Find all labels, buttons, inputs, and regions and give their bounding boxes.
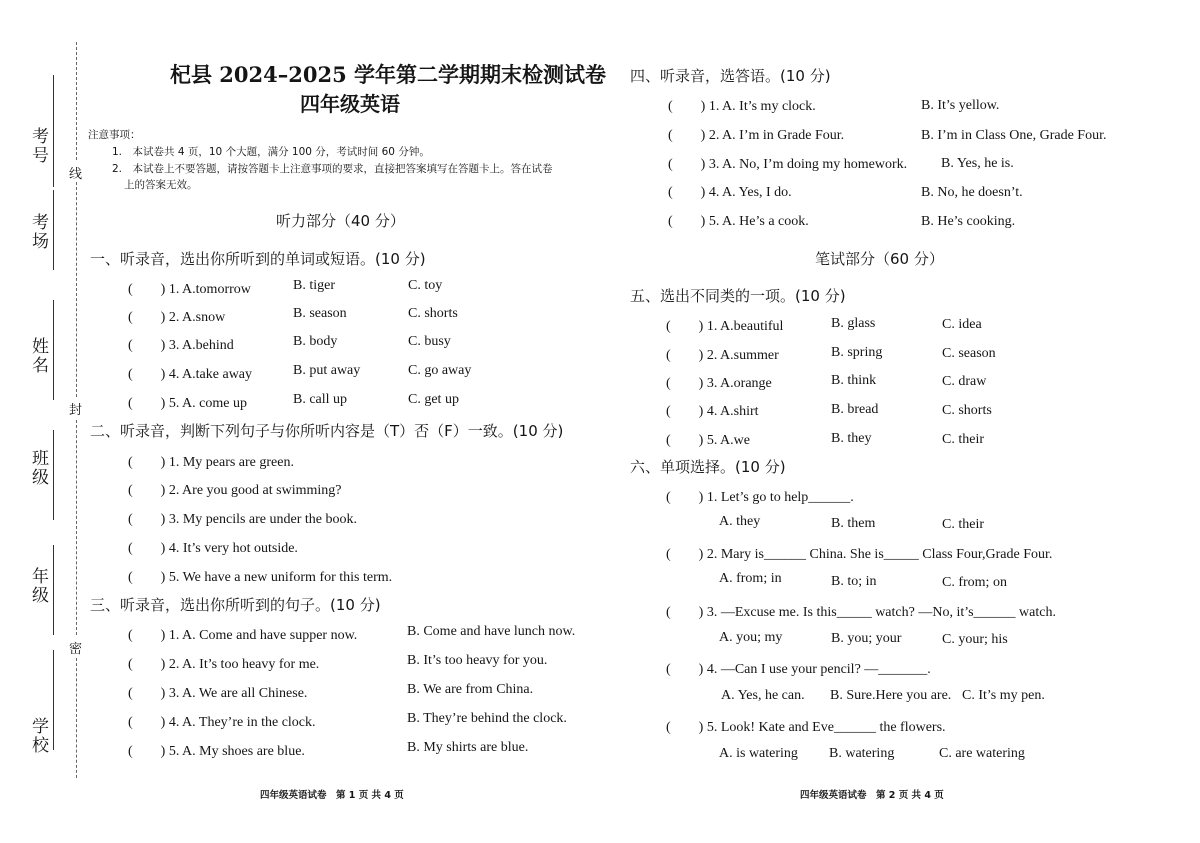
s3-q3-a: ( ) 3. A. We are all Chinese. xyxy=(128,686,308,701)
s6-q3-c: C. your; his xyxy=(942,632,1008,647)
s6-q4-c: C. It’s my pen. xyxy=(962,688,1045,703)
s2-q1: ( ) 1. My pears are green. xyxy=(128,455,294,470)
footer-right: 四年级英语试卷 第 2 页 共 4 页 xyxy=(800,790,944,801)
s2-q4: ( ) 4. It’s very hot outside. xyxy=(128,541,298,556)
s1-q5-c: C. get up xyxy=(408,392,459,407)
s6-q4-a: A. Yes, he can. xyxy=(721,688,805,703)
class-blank xyxy=(53,430,54,520)
notes-item-2: 2. 本试卷上不要答题，请按答题卡上注意事项的要求，直接把答案填写在答题卡上。答在试卷 xyxy=(112,163,553,175)
s5-q2-b: B. spring xyxy=(831,345,883,360)
s6-q2-b: B. to; in xyxy=(831,574,877,589)
s5-q4-c: C. shorts xyxy=(942,403,992,418)
s6-q1-c: C. their xyxy=(942,517,984,532)
s5-q1-b: B. glass xyxy=(831,316,876,331)
s4-q2-a: ( ) 2. A. I’m in Grade Four. xyxy=(668,128,845,143)
s5-q1: ( ) 1. A.beautiful xyxy=(666,319,784,334)
section-5-title: 五、选出不同类的一项。(10 分) xyxy=(630,287,846,305)
exam-number-label: 考号 xyxy=(32,127,49,166)
s6-q5-c: C. are watering xyxy=(939,746,1025,761)
exam-number-blank xyxy=(53,75,54,187)
binding-line-bottom xyxy=(76,658,77,778)
s1-q1: ( ) 1. A.tomorrow xyxy=(128,282,251,297)
s1-q4-b: B. put away xyxy=(293,363,361,378)
s1-q1-c: C. toy xyxy=(408,278,443,293)
s6-q5: ( ) 5. Look! Kate and Eve______ the flowers. xyxy=(666,720,946,735)
exam-title: 杞县 2024–2025 学年第二学期期末检测试卷 xyxy=(170,62,607,87)
s4-q4-b: B. No, he doesn’t. xyxy=(921,185,1023,200)
name-label: 姓名 xyxy=(32,337,49,376)
s6-q2-a: A. from; in xyxy=(719,571,782,586)
s3-q1-a: ( ) 1. A. Come and have supper now. xyxy=(128,628,358,643)
school-label: 学校 xyxy=(32,717,49,756)
written-part-title: 笔试部分（60 分） xyxy=(815,250,944,268)
binding-line-lower xyxy=(76,420,77,635)
s6-q1-a: A. they xyxy=(719,514,761,529)
s6-q2-c: C. from; on xyxy=(942,575,1007,590)
notes-item-2-cont: 上的答案无效。 xyxy=(124,179,198,191)
s4-q1-b: B. It’s yellow. xyxy=(921,98,1000,113)
exam-room-label: 考场 xyxy=(32,213,49,252)
s4-q3-b: B. Yes, he is. xyxy=(941,156,1014,171)
s2-q3: ( ) 3. My pencils are under the book. xyxy=(128,512,357,527)
s6-q3-a: A. you; my xyxy=(719,630,783,645)
s1-q2-c: C. shorts xyxy=(408,306,458,321)
s4-q1-a: ( ) 1. A. It’s my clock. xyxy=(668,99,816,114)
s1-q3-c: C. busy xyxy=(408,334,451,349)
name-blank xyxy=(53,300,54,400)
notes-title: 注意事项： xyxy=(88,129,141,141)
class-label: 班级 xyxy=(32,449,49,488)
s1-q5-b: B. call up xyxy=(293,392,348,407)
s1-q5: ( ) 5. A. come up xyxy=(128,396,247,411)
binding-char-seal: 封 xyxy=(69,403,83,418)
s3-q2-b: B. It’s too heavy for you. xyxy=(407,653,548,668)
binding-line-top xyxy=(76,42,77,160)
s5-q4: ( ) 4. A.shirt xyxy=(666,404,759,419)
section-4-title: 四、听录音，选答语。(10 分) xyxy=(630,67,831,85)
s6-q2: ( ) 2. Mary is______ China. She is_____ Class Four,Grade Four. xyxy=(666,547,1053,562)
listening-part-title: 听力部分（40 分） xyxy=(276,212,405,230)
notes-item-1: 1. 本试卷共 4 页，10 个大题，满分 100 分，考试时间 60 分钟。 xyxy=(112,146,430,158)
s5-q5: ( ) 5. A.we xyxy=(666,433,750,448)
section-1-title: 一、听录音，选出你所听到的单词或短语。(10 分) xyxy=(90,250,426,268)
s3-q2-a: ( ) 2. A. It’s too heavy for me. xyxy=(128,657,320,672)
s6-q1: ( ) 1. Let’s go to help______. xyxy=(666,490,854,505)
s1-q2: ( ) 2. A.snow xyxy=(128,310,226,325)
s3-q4-b: B. They’re behind the clock. xyxy=(407,711,567,726)
s4-q3-a: ( ) 3. A. No, I’m doing my homework. xyxy=(668,157,908,172)
binding-char-secret: 密 xyxy=(69,642,83,657)
s5-q4-b: B. bread xyxy=(831,402,879,417)
s6-q4-b: B. Sure.Here you are. xyxy=(830,688,952,703)
section-6-title: 六、单项选择。(10 分) xyxy=(630,458,786,476)
section-3-title: 三、听录音，选出你所听到的句子。(10 分) xyxy=(90,596,381,614)
s6-q5-a: A. is watering xyxy=(719,746,798,761)
exam-room-blank xyxy=(53,190,54,270)
s1-q3: ( ) 3. A.behind xyxy=(128,338,234,353)
s1-q4: ( ) 4. A.take away xyxy=(128,367,253,382)
binding-char-line: 线 xyxy=(69,167,83,182)
s4-q2-b: B. I’m in Class One, Grade Four. xyxy=(921,128,1107,143)
s4-q5-a: ( ) 5. A. He’s a cook. xyxy=(668,214,809,229)
s6-q5-b: B. watering xyxy=(829,746,895,761)
s3-q4-a: ( ) 4. A. They’re in the clock. xyxy=(128,715,316,730)
s5-q2: ( ) 2. A.summer xyxy=(666,348,779,363)
s2-q5: ( ) 5. We have a new uniform for this term. xyxy=(128,570,393,585)
s5-q3-b: B. think xyxy=(831,373,877,388)
s3-q5-a: ( ) 5. A. My shoes are blue. xyxy=(128,744,305,759)
school-blank xyxy=(53,650,54,750)
s3-q3-b: B. We are from China. xyxy=(407,682,534,697)
s4-q5-b: B. He’s cooking. xyxy=(921,214,1016,229)
s5-q5-b: B. they xyxy=(831,431,872,446)
s4-q4-a: ( ) 4. A. Yes, I do. xyxy=(668,185,792,200)
s1-q2-b: B. season xyxy=(293,306,347,321)
grade-blank xyxy=(53,545,54,635)
binding-line-middle xyxy=(76,182,77,397)
section-2-title: 二、听录音，判断下列句子与你所听内容是（T）否（F）一致。(10 分) xyxy=(90,422,564,440)
footer-left: 四年级英语试卷 第 1 页 共 4 页 xyxy=(260,790,404,801)
s5-q2-c: C. season xyxy=(942,346,996,361)
s5-q3-c: C. draw xyxy=(942,374,987,389)
s1-q1-b: B. tiger xyxy=(293,278,335,293)
s6-q4: ( ) 4. —Can I use your pencil? —_______. xyxy=(666,662,931,677)
s5-q1-c: C. idea xyxy=(942,317,982,332)
exam-subtitle: 四年级英语 xyxy=(300,92,400,116)
s3-q5-b: B. My shirts are blue. xyxy=(407,740,529,755)
s1-q3-b: B. body xyxy=(293,334,338,349)
grade-label: 年级 xyxy=(32,567,49,606)
s5-q3: ( ) 3. A.orange xyxy=(666,376,772,391)
s5-q5-c: C. their xyxy=(942,432,984,447)
s3-q1-b: B. Come and have lunch now. xyxy=(407,624,576,639)
s6-q3: ( ) 3. —Excuse me. Is this_____ watch? —No, it’s______ watch. xyxy=(666,605,1056,620)
s6-q1-b: B. them xyxy=(831,516,876,531)
s1-q4-c: C. go away xyxy=(408,363,472,378)
s2-q2: ( ) 2. Are you good at swimming? xyxy=(128,483,342,498)
s6-q3-b: B. you; your xyxy=(831,631,902,646)
